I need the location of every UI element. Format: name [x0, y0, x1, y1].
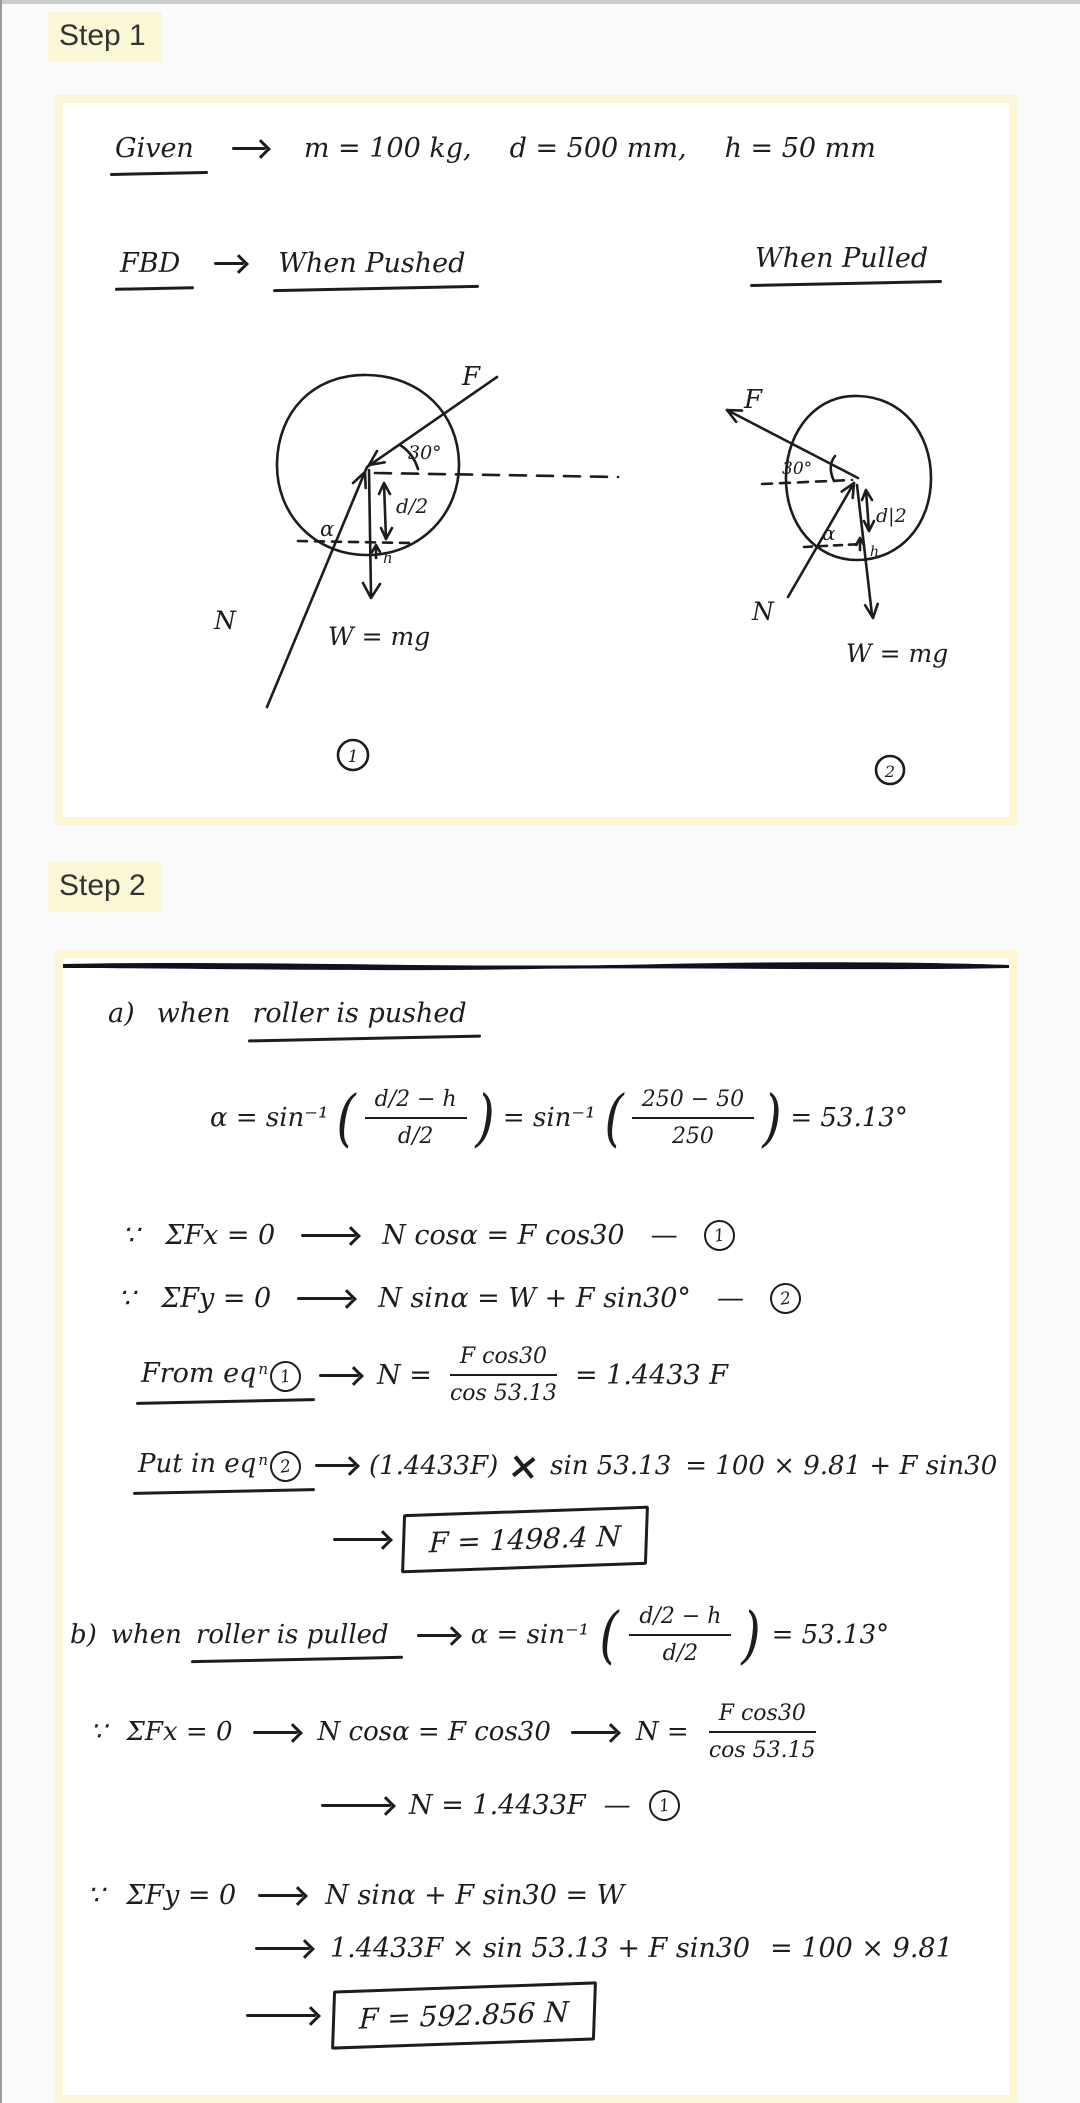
equation-ref-1: 1: [268, 1359, 303, 1394]
arrow-icon: [255, 1947, 310, 1950]
given-roller-height: h = 50 mm: [724, 133, 876, 164]
fraction-denominator: d/2: [397, 1123, 434, 1149]
arrow-icon: [319, 1374, 359, 1377]
superscript-n: n: [258, 1359, 269, 1378]
alpha-mid: = sin⁻¹: [502, 1103, 596, 1133]
sum-fy: ΣFy = 0: [126, 1880, 237, 1911]
window-left-edge: [0, 0, 2, 2103]
diagram-number: 2: [884, 762, 896, 781]
answer-box-pulled: F = 592.856 N: [331, 1981, 597, 2049]
force-label: F: [744, 385, 763, 415]
arrow-icon: [232, 147, 266, 150]
part-b-heading: [70, 1597, 890, 1671]
arrow-icon: [333, 1538, 388, 1541]
from-eq-text: From eq: [141, 1357, 257, 1389]
radius-dimension-arrow: [379, 483, 392, 539]
part-b-intro: when: [110, 1620, 182, 1650]
fraction: [629, 1603, 731, 1667]
dash: —: [650, 1220, 678, 1251]
sum-fy: ΣFy = 0: [161, 1283, 272, 1314]
part-a-label: a): [108, 998, 135, 1029]
fraction-numerator: F cos30: [709, 1700, 816, 1733]
right-paren: ): [741, 1597, 762, 1671]
put-eq2-line: [138, 1443, 997, 1488]
fy-equation: N sinα = W + F sin30°: [378, 1283, 691, 1314]
n-value: = 1.4433 F: [574, 1359, 728, 1391]
because-symbol: ∵: [90, 1717, 107, 1747]
given-line: [115, 133, 876, 164]
arrow-icon: [214, 262, 244, 265]
fbd-pulled-label: When Pulled: [755, 243, 929, 274]
alpha-equation-a: [210, 1080, 908, 1154]
n-lhs: N =: [377, 1359, 432, 1391]
left-paren: (: [603, 1080, 624, 1154]
normal-label: N: [752, 597, 774, 626]
result-line-a: [333, 1510, 648, 1569]
expand-rhs: = 100 × 9.81: [770, 1933, 953, 1964]
horizontal-dashed-line: [762, 480, 852, 484]
normal-label: N: [214, 606, 236, 635]
sum-fx: ΣFx = 0: [165, 1220, 276, 1251]
sum-fy-equation-b: [87, 1880, 624, 1911]
fx-equation: N cosα = F cos30: [382, 1220, 625, 1251]
fraction: [365, 1086, 467, 1150]
fraction-numerator: d/2 − h: [365, 1086, 467, 1119]
alpha-lhs: α = sin⁻¹: [470, 1620, 590, 1650]
left-paren: (: [599, 1597, 619, 1671]
fraction-numerator: F cos30: [450, 1343, 557, 1376]
n-lhs: N =: [635, 1717, 689, 1747]
radius-label: d|2: [876, 505, 907, 527]
fraction-denominator: cos 53.15: [708, 1737, 816, 1763]
n-equation: N = 1.4433F: [409, 1790, 586, 1821]
arrow-icon: [571, 1731, 616, 1734]
height-label: h: [383, 549, 393, 567]
arrow-icon: [417, 1634, 457, 1637]
fbd-diagram-pushed: [170, 355, 650, 795]
arrow-icon: [258, 1894, 303, 1897]
angle-label: 30°: [782, 459, 813, 479]
angle-label: 30°: [408, 442, 442, 464]
superscript-n: n: [258, 1450, 268, 1469]
expanded-equation-b: [255, 1933, 953, 1964]
put-eq2-label: [138, 1449, 301, 1483]
arrow-icon: [315, 1464, 355, 1467]
weight-label: W = mg: [328, 622, 431, 651]
dash: —: [716, 1283, 744, 1314]
because-symbol: ∵: [87, 1880, 105, 1911]
part-b-label: b): [70, 1620, 97, 1650]
sum-fx-equation-b: [90, 1700, 816, 1764]
part-a-intro: when: [156, 998, 231, 1029]
fbd-pushed-label: When Pushed: [278, 248, 466, 279]
equation-ref-1: 1: [702, 1218, 737, 1253]
arrow-icon: [321, 1804, 391, 1807]
dash: —: [603, 1790, 631, 1821]
n-value-line-b: [321, 1790, 680, 1821]
left-paren: (: [336, 1080, 357, 1154]
radius-label: d/2: [396, 494, 429, 518]
expand-lhs: 1.4433F × sin 53.13 + F sin30: [330, 1933, 751, 1964]
given-mass: m = 100 kg,: [303, 133, 472, 164]
arrow-icon: [246, 2014, 316, 2017]
sum-fx: ΣFx = 0: [126, 1717, 233, 1747]
fraction-numerator: 250 − 50: [632, 1086, 754, 1119]
equation-ref-2: 2: [768, 1281, 803, 1316]
step1-solution-card: [55, 95, 1017, 825]
right-paren: ): [762, 1080, 782, 1154]
equation-ref-1: 1: [647, 1788, 682, 1823]
fraction: [709, 1700, 816, 1764]
normal-line: [788, 483, 854, 597]
fraction-numerator: d/2 − h: [629, 1603, 731, 1636]
put-eq-text: Put in eq: [138, 1448, 257, 1479]
arrow-icon: [253, 1731, 298, 1734]
window-top-edge: [0, 0, 1080, 4]
alpha-label: α: [822, 521, 836, 545]
equation-ref-2: 2: [268, 1449, 303, 1484]
force-label: F: [462, 362, 481, 392]
horizontal-dashed-line: [375, 473, 618, 477]
fbd-diagram-pulled: [700, 350, 1020, 800]
answer-box-pushed: F = 1498.4 N: [401, 1506, 649, 1574]
alpha-result: = 53.13°: [771, 1620, 890, 1650]
part-b-title: roller is pulled: [195, 1620, 389, 1650]
fy-equation: N sinα + F sin30 = W: [325, 1880, 625, 1911]
radius-dimension-arrow: [862, 490, 874, 531]
part-a-title: roller is pushed: [252, 998, 467, 1029]
fraction-denominator: 250: [671, 1123, 714, 1149]
from-eq1-line: [141, 1343, 728, 1407]
step1-heading: Step 1: [48, 12, 162, 62]
sum-fx-equation-a: [122, 1220, 735, 1251]
given-diameter: d = 500 mm,: [509, 133, 687, 164]
arrow-icon: [301, 1234, 356, 1237]
scan-edge-artifact: [63, 960, 1009, 972]
diagram-number: 1: [347, 747, 359, 767]
fbd-line: [120, 248, 465, 279]
times-symbol: ×: [506, 1441, 543, 1490]
from-eq1-label: [141, 1358, 301, 1393]
result-line-b: [246, 1986, 596, 2045]
fraction-denominator: cos 53.13: [449, 1380, 557, 1406]
because-symbol: ∵: [122, 1220, 140, 1251]
height-label: h: [870, 544, 880, 560]
alpha-result: = 53.13°: [790, 1103, 908, 1133]
fx-equation: N cosα = F cos30: [317, 1717, 551, 1747]
given-label: Given: [115, 133, 194, 164]
chord-dashed-line: [298, 541, 410, 543]
force-arrowhead: [369, 451, 385, 465]
alpha-lhs: α = sin⁻¹: [210, 1103, 329, 1133]
fraction: [450, 1343, 557, 1407]
weight-label: W = mg: [846, 639, 949, 668]
arrow-icon: [297, 1297, 352, 1300]
because-symbol: ∵: [118, 1283, 136, 1314]
fbd-pulled-line: [755, 243, 928, 274]
substitution-lhs: (1.4433F): [368, 1450, 499, 1481]
part-a-heading: [108, 998, 467, 1029]
fraction-denominator: d/2: [662, 1640, 699, 1666]
fbd-label: FBD: [120, 248, 181, 279]
right-paren: ): [475, 1080, 495, 1154]
sum-fy-equation-a: [118, 1283, 801, 1314]
substitution-mid: sin 53.13: [550, 1450, 672, 1481]
angle-arc: [831, 456, 835, 481]
step2-solution-card: [55, 950, 1017, 2103]
alpha-label: α: [320, 517, 335, 541]
substitution-rhs: = 100 × 9.81 + F sin30: [685, 1450, 998, 1481]
fraction: [632, 1086, 754, 1150]
step2-heading: Step 2: [48, 862, 162, 912]
